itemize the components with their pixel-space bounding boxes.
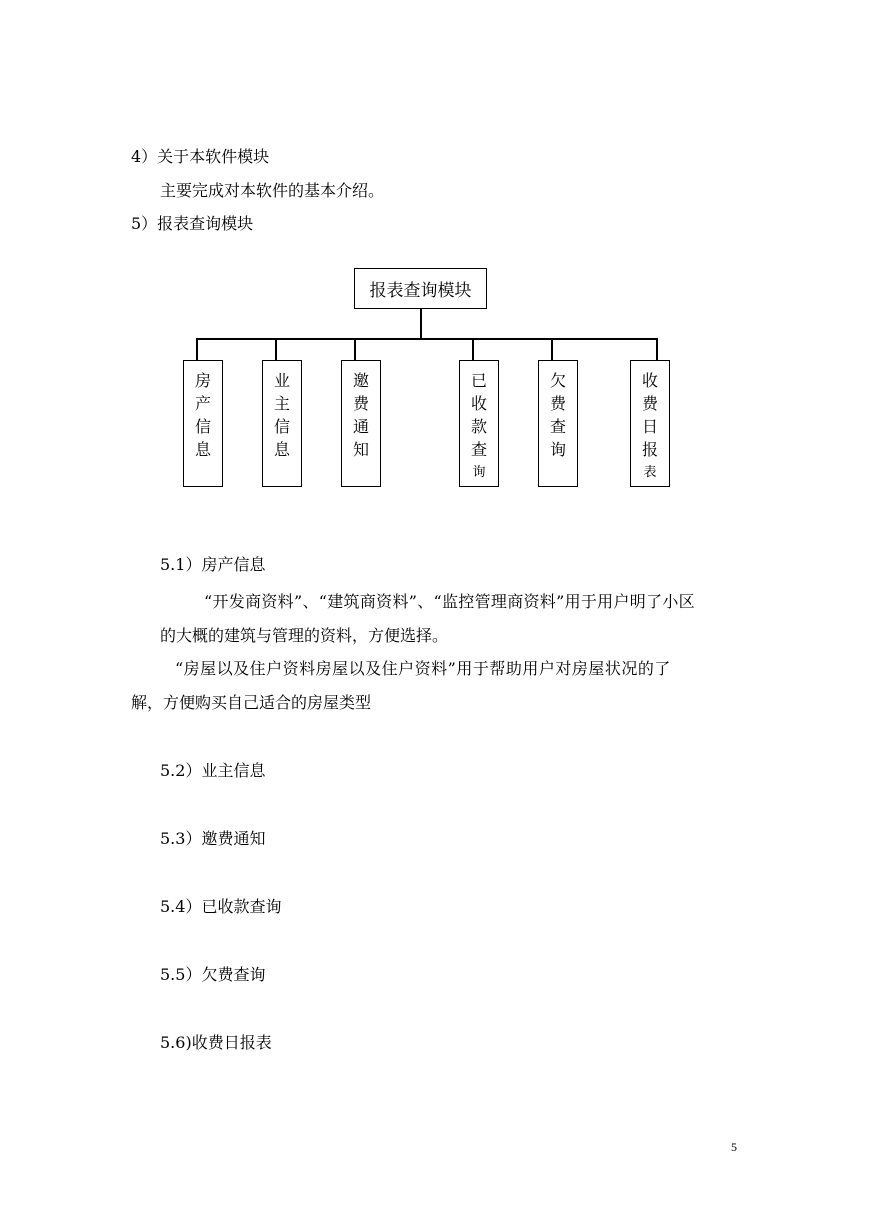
subsection-5-6-heading: 5.6)收费日报表 <box>160 1033 272 1052</box>
node-char: 款 <box>470 417 487 436</box>
subsection-5-2-heading: 5.2）业主信息 <box>160 761 266 780</box>
subsection-5-1-paragraph-1-line-1: “开发商资料”、“建筑商资料”、“监控管理商资料”用于用户明了小区 <box>204 592 695 611</box>
subsection-5-1-paragraph-2-line-2: 解，方便购买自己适合的房屋类型 <box>131 693 372 712</box>
diagram-node-owner-info <box>262 360 302 487</box>
subsection-5-5-heading: 5.5）欠费查询 <box>160 965 266 984</box>
diagram-connector-drop <box>354 338 356 360</box>
diagram-node-daily-report <box>630 360 670 487</box>
section-4-body: 主要完成对本软件的基本介绍。 <box>160 181 385 200</box>
node-char: 报 <box>641 440 658 459</box>
diagram-connector-drop <box>275 338 277 360</box>
diagram-node-property-info <box>183 360 223 487</box>
node-char: 房 <box>194 371 211 390</box>
diagram-connector-drop <box>196 338 198 360</box>
diagram-root-node <box>354 268 487 309</box>
node-char: 息 <box>273 440 290 459</box>
node-char: 收 <box>470 394 487 413</box>
node-char: 邀 <box>352 371 369 390</box>
node-char: 询 <box>472 465 486 480</box>
node-char: 息 <box>194 440 211 459</box>
section-5-heading: 5）报表查询模块 <box>131 214 254 233</box>
node-char: 欠 <box>549 371 566 390</box>
diagram-root-label: 报表查询模块 <box>369 281 472 301</box>
node-char: 费 <box>641 394 658 413</box>
node-char: 业 <box>273 371 290 390</box>
section-4-heading: 4）关于本软件模块 <box>131 147 270 166</box>
diagram-node-arrears-query <box>538 360 578 487</box>
node-char: 查 <box>549 417 566 436</box>
diagram-connector-drop <box>472 338 474 360</box>
node-char: 知 <box>352 440 369 459</box>
node-char: 查 <box>470 440 487 459</box>
node-char: 收 <box>641 371 658 390</box>
node-char: 主 <box>273 394 290 413</box>
subsection-5-1-paragraph-1-line-2: 的大概的建筑与管理的资料，方便选择。 <box>160 626 449 645</box>
node-char: 日 <box>641 417 658 436</box>
diagram-connector-trunk <box>420 309 422 339</box>
node-char: 信 <box>194 417 211 436</box>
diagram-connector-drop <box>656 338 658 360</box>
node-char: 已 <box>470 371 487 390</box>
page-number: 5 <box>731 1140 737 1154</box>
diagram-connector-drop <box>551 338 553 360</box>
subsection-5-4-heading: 5.4）已收款查询 <box>160 897 282 916</box>
subsection-5-3-heading: 5.3）邀费通知 <box>160 829 266 848</box>
subsection-5-1-paragraph-2-line-1: “房屋以及住户资料房屋以及住户资料”用于帮助用户对房屋状况的了 <box>175 659 671 678</box>
node-char: 费 <box>352 394 369 413</box>
node-char: 产 <box>194 394 211 413</box>
subsection-5-1-heading: 5.1）房产信息 <box>160 555 266 574</box>
node-char: 费 <box>549 394 566 413</box>
node-char: 表 <box>643 465 657 480</box>
node-char: 通 <box>352 417 369 436</box>
diagram-node-received-query <box>459 360 499 487</box>
diagram-node-payment-notice <box>341 360 381 487</box>
node-char: 询 <box>549 440 566 459</box>
node-char: 信 <box>273 417 290 436</box>
diagram-connector-bar <box>196 338 658 340</box>
